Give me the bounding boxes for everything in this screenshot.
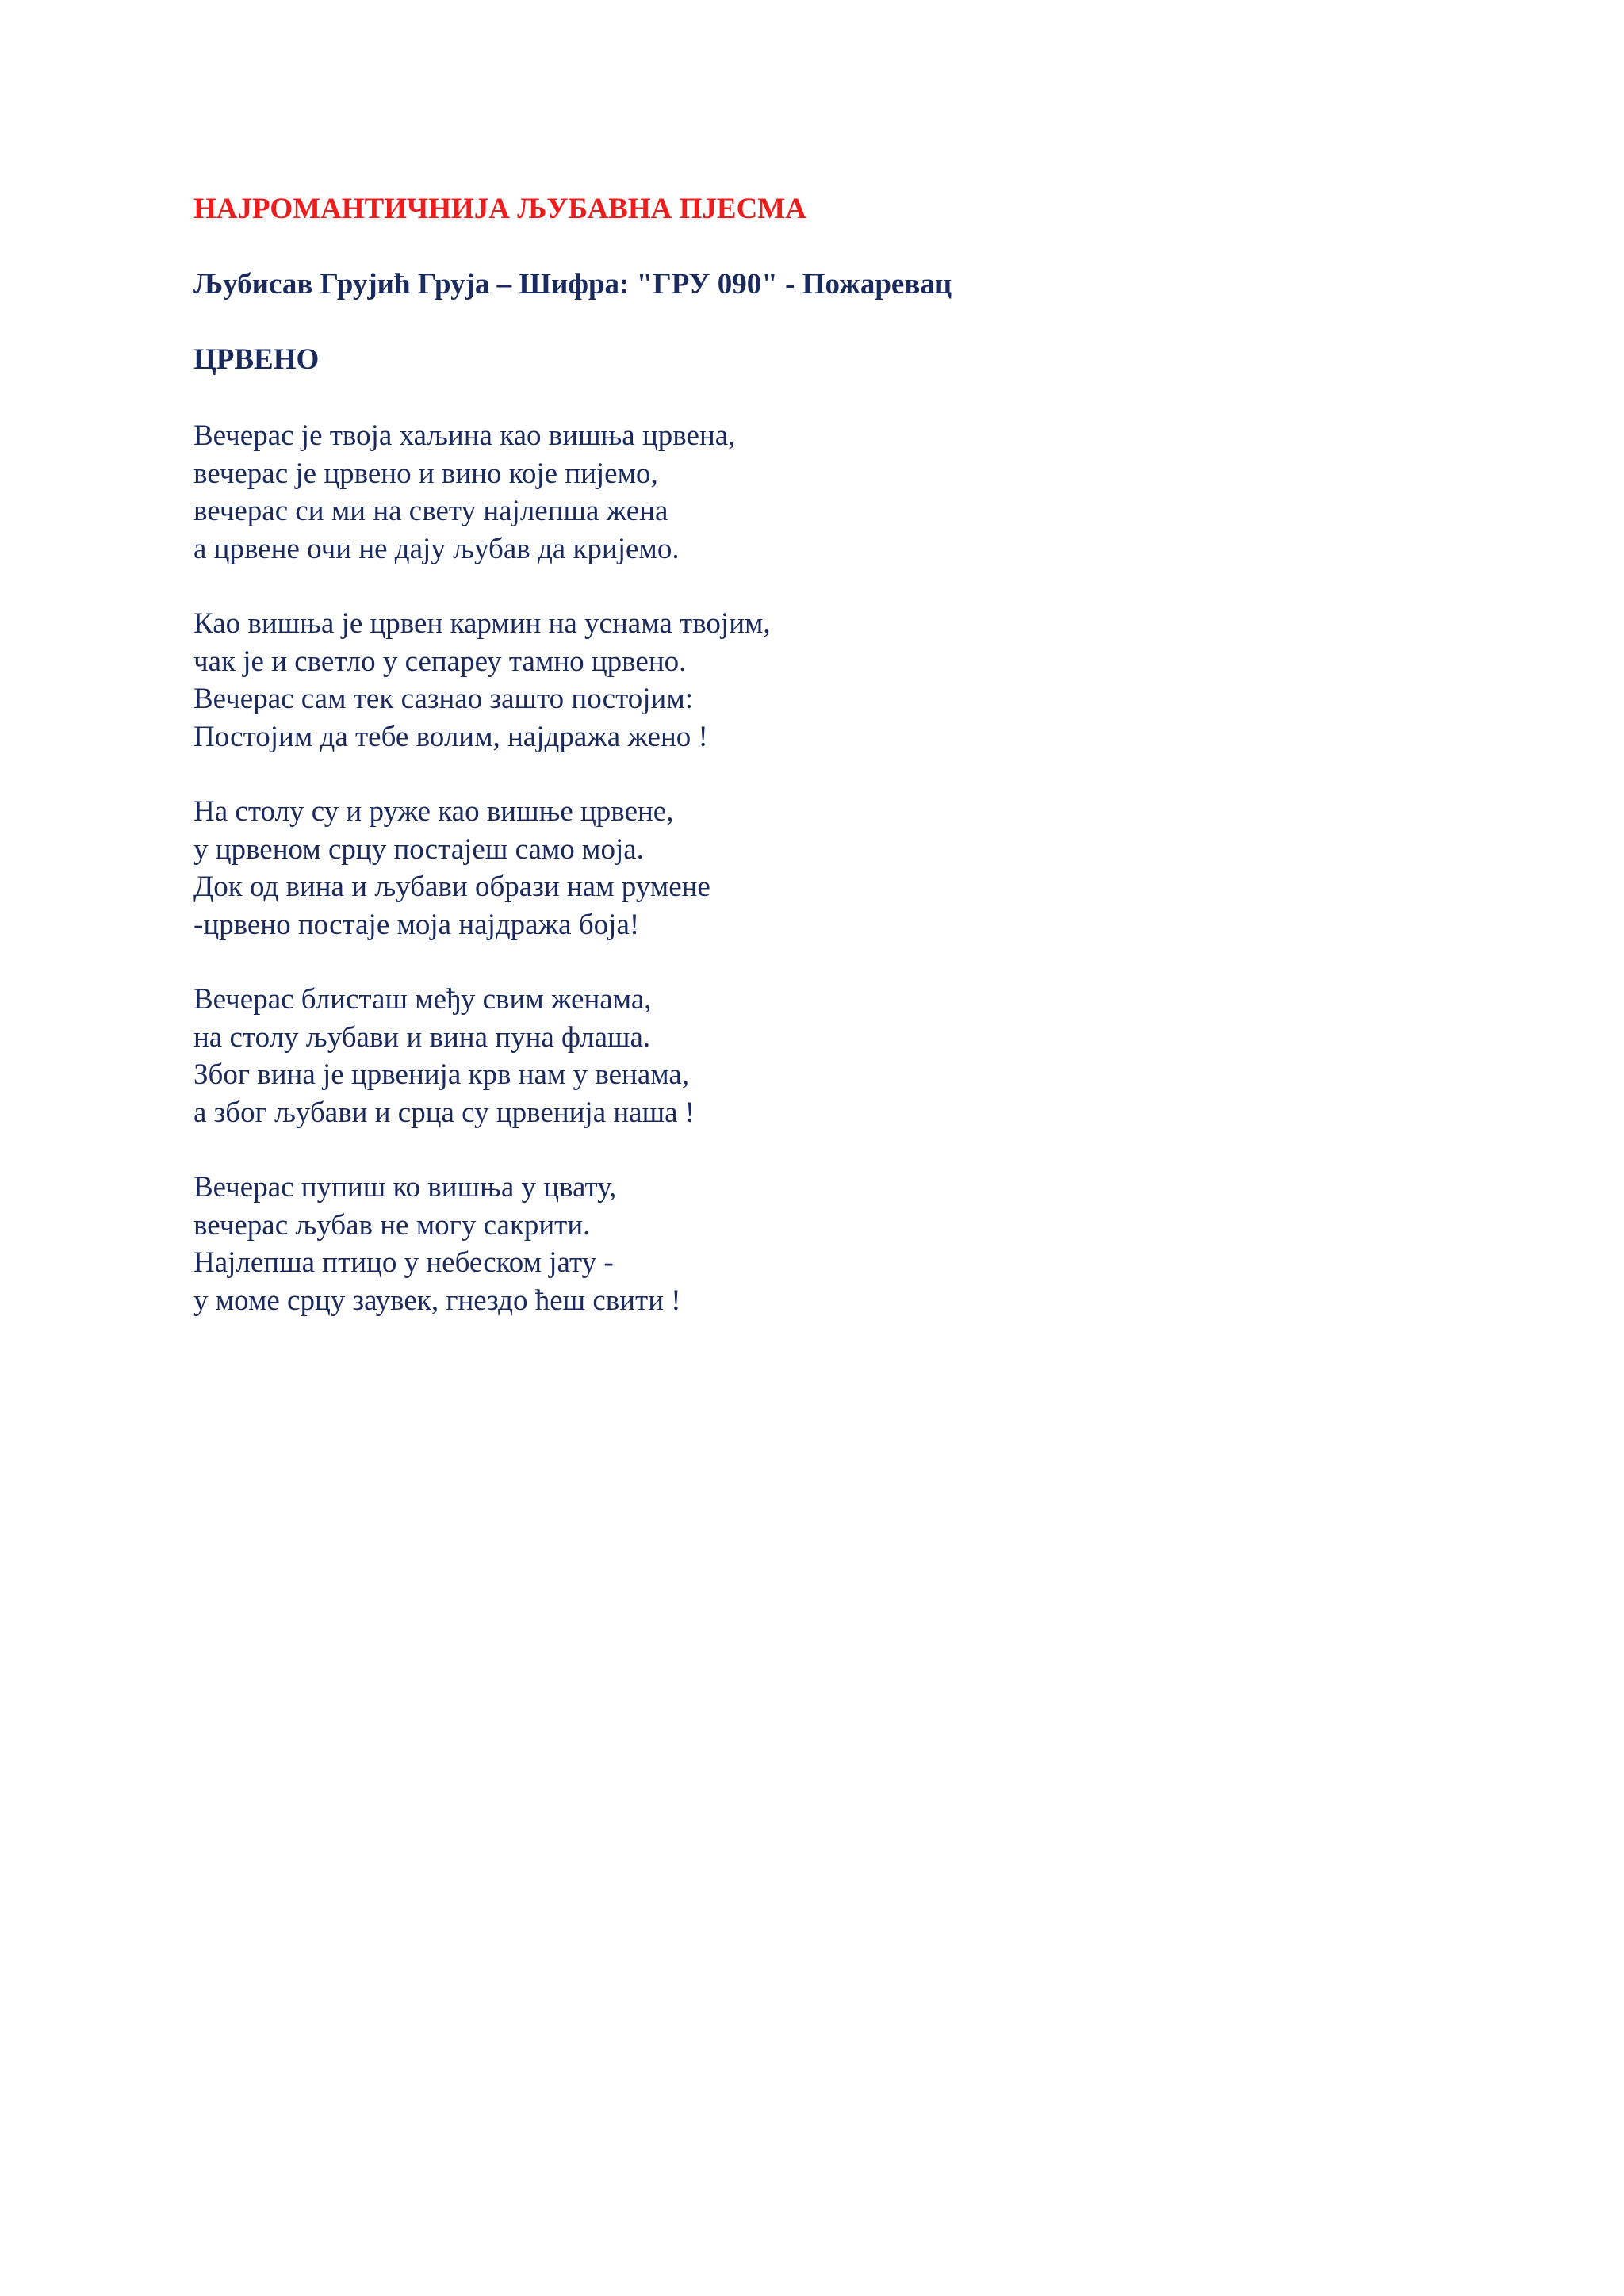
poem-line: Вечерас пупиш ко вишња у цвату, (193, 1171, 617, 1203)
poem-line: Постојим да тебе волим, најдража жено ! (193, 720, 708, 753)
poem-line: -црвено постаје моја најдража боја! (193, 908, 640, 941)
poem-title: ЦРВЕНО (193, 343, 320, 376)
poem-line: Вечерас је твоја хаљина као вишња црвена, (193, 419, 736, 452)
poem-line: а црвене очи не дају љубав да кријемо. (193, 532, 680, 565)
document-content (193, 190, 1462, 1357)
poem-line: Због вина је црвенија крв нам у венама, (193, 1058, 690, 1091)
poem-line: Вечерас сам тек сазнао зашто постојим: (193, 683, 694, 715)
stanza (193, 793, 1462, 943)
poem-line: а због љубави и срца су црвенија наша ! (193, 1096, 695, 1129)
document-heading: НАЈРОМАНТИЧНИЈА ЉУБАВНА ПЈЕСМА (193, 193, 806, 225)
stanza (193, 1169, 1462, 1319)
poem-line: у моме срцу заувек, гнездо ћеш свити ! (193, 1284, 681, 1317)
author-line: Љубисав Грујић Груја – Шифра: "ГРУ 090" - Пожаревац (193, 268, 952, 300)
poem-line: чак је и светло у сепареу тамно црвено. (193, 645, 687, 678)
poem-line: Док од вина и љубави образи нам румене (193, 871, 710, 903)
stanza (193, 417, 1462, 568)
poem-line: Као вишња је црвен кармин на уснама твојим, (193, 607, 771, 640)
poem-line: На столу су и руже као вишње црвене, (193, 795, 674, 828)
poem-line: вечерас је црвено и вино које пијемо, (193, 457, 658, 490)
stanza (193, 981, 1462, 1131)
poem-line: у црвеном срцу постајеш само моја. (193, 832, 644, 866)
poem-line: вечерас љубав не могу сакрити. (193, 1208, 591, 1242)
poem-line: на столу љубави и вина пуна флаша. (193, 1020, 651, 1054)
poem-line: Вечерас блисташ међу свим женама, (193, 983, 652, 1016)
poem-line: вечерас си ми на свету најлепша жена (193, 495, 668, 527)
poem-line: Најлепша птицо у небеском јату - (193, 1246, 614, 1279)
stanza (193, 605, 1462, 756)
poem-body (193, 417, 1462, 1319)
